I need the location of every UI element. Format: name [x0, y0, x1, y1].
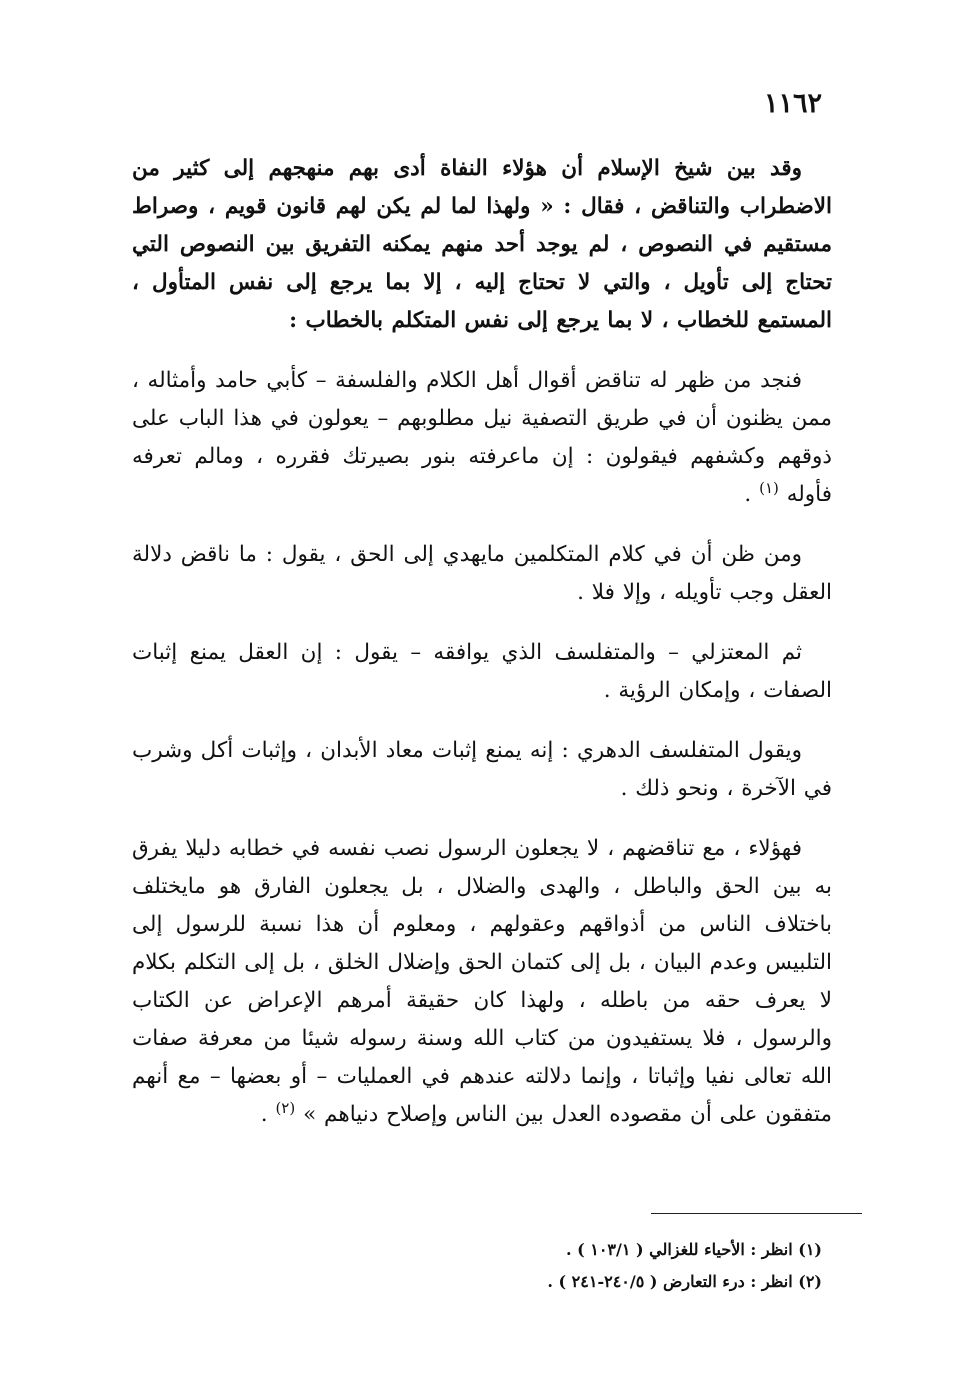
footnote-ref-2[interactable]: (٢): [275, 1098, 296, 1117]
footnote-2: (٢) انظر : درء التعارض ( ٢٤٠/٥-٢٤١ ) .: [547, 1272, 822, 1291]
paragraph-3-text: ومن ظن أن في كلام المتكلمين مايهدي إلى الحق ، يقول : ما ناقض دلالة العقل وجب تأويله ، وإلا فلا .: [132, 542, 832, 605]
page-number: ١١٦٢: [763, 88, 822, 119]
paragraph-4: [132, 634, 832, 710]
paragraph-2-text: فنجد من ظهر له تناقض أقوال أهل الكلام والفلسفة – كأبي حامد وأمثاله ، ممن يظنون أن في طريق التصفية نيل مطلوبهم – يعولون في هذا الباب على ذوقهم وكشفهم فيقولون : إن ماعرفته بنور بصيرتك فقرره ، ومالم تعرفه فأوله: [132, 368, 832, 507]
footnote-1: (١) انظر : الأحياء للغزالي ( ١٠٣/١ ) .: [565, 1240, 822, 1259]
footnote-divider: [651, 1213, 862, 1214]
main-text: [132, 150, 832, 1156]
paragraph-1: [132, 150, 832, 340]
footnote-ref-1[interactable]: (١): [759, 478, 779, 497]
paragraph-5: [132, 732, 832, 808]
paragraph-6: [132, 830, 832, 1134]
paragraph-2: [132, 362, 832, 514]
paragraph-6-text: فهؤلاء ، مع تناقضهم ، لا يجعلون الرسول نصب نفسه في خطابه دليلا يفرق به بين الحق والباطل ، والهدى والضلال ، بل يجعلون الفارق هو مايختلف باختلاف الناس من أذواقهم وعقولهم ، ومعلوم أن هذا نسبة للرسول إلى التلبيس وعدم البيان ، بل إلى كتمان الحق وإضلال الخلق ، بل إلى التكلم بكلام لا يعرف حقه من باطله ، ولهذا كان حقيقة أمرهم الإعراض عن الكتاب والرسول ، فلا يستفيدون من كتاب الله وسنة رسوله شيئا من معرفة صفات الله تعالى نفيا وإثباتا ، وإنما دلالته عندهم في العمليات – أو بعضها – مع أنهم متفقون على أن مقصوده العدل بين الناس وإصلاح دنياهم »: [132, 836, 832, 1127]
paragraph-3: [132, 536, 832, 612]
paragraph-6-end: .: [260, 1102, 276, 1127]
paragraph-2-end: .: [744, 482, 760, 507]
paragraph-4-text: ثم المعتزلي – والمتفلسف الذي يوافقه – يقول : إن العقل يمنع إثبات الصفات ، وإمكان الرؤية .: [132, 640, 832, 703]
paragraph-1-text: وقد بين شيخ الإسلام أن هؤلاء النفاة أدى بهم منهجهم إلى كثير من الاضطراب والتناقض ، فقال : « ولهذا لما لم يكن لهم قانون قويم ، وصراط مستقيم في النصوص ، لم يوجد أحد منهم يمكنه التفريق بين النصوص التي تحتاج إلى تأويل ، والتي لا تحتاج إليه ، إلا بما يرجع إلى نفس المتأول ، المستمع للخطاب ، لا بما يرجع إلى نفس المتكلم بالخطاب :: [132, 156, 832, 333]
paragraph-5-text: ويقول المتفلسف الدهري : إنه يمنع إثبات معاد الأبدان ، وإثبات أكل وشرب في الآخرة ، ونحو ذلك .: [132, 738, 832, 801]
footnotes-section: [122, 1234, 822, 1298]
